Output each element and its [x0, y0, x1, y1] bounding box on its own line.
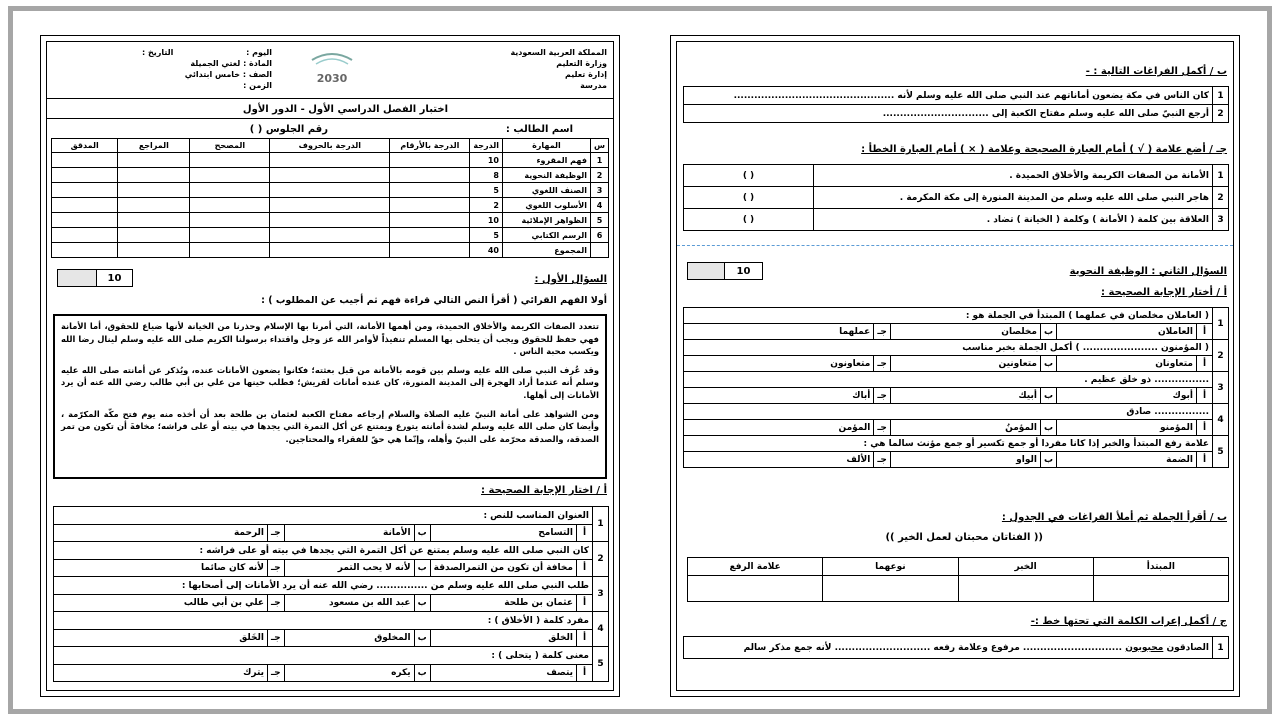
statement: الأمانة من الصفات الكريمة والأخلاق الحميدة .	[814, 165, 1213, 187]
col-header: المدقق	[52, 139, 118, 153]
empty-cell[interactable]	[52, 153, 118, 168]
empty-cell[interactable]	[190, 168, 270, 183]
empty-cell[interactable]	[118, 198, 190, 213]
empty-cell[interactable]	[390, 168, 470, 183]
question-number: 1	[1213, 87, 1229, 105]
option-letter: ب	[1040, 452, 1056, 468]
option-c[interactable]: الرحمة	[54, 525, 268, 542]
answer-mark[interactable]: ( )	[684, 165, 814, 187]
score-cell: 5	[470, 183, 503, 198]
empty-cell[interactable]	[390, 153, 470, 168]
option-a[interactable]: يتصف	[430, 665, 576, 682]
col-header: المصحح	[190, 139, 270, 153]
option-c[interactable]: عملهما	[684, 324, 874, 340]
score-blank[interactable]	[57, 269, 97, 287]
score-cell: 10	[470, 153, 503, 168]
option-letter: ب	[1040, 420, 1056, 436]
answer-cell[interactable]	[688, 576, 823, 602]
option-b[interactable]: الواو	[890, 452, 1040, 468]
question-number: 5	[593, 647, 609, 682]
empty-cell[interactable]	[190, 153, 270, 168]
col-header: نوعهما	[823, 558, 958, 576]
date-label: التاريخ :	[142, 48, 174, 57]
question-number: 2	[593, 542, 609, 577]
fill-question[interactable]: كان الناس في مكة يضعون أماناتهم عند النبي صلى الله عليه وسلم لأنه ...............................................	[684, 87, 1213, 105]
score-cell: 10	[470, 213, 503, 228]
question-number: 1	[1213, 637, 1229, 659]
empty-cell[interactable]	[118, 213, 190, 228]
option-b[interactable]: المخلوق	[284, 630, 414, 647]
score-cell: 8	[470, 168, 503, 183]
exam-info	[142, 47, 272, 91]
kingdom-label: المملكة العربية السعودية	[510, 48, 607, 57]
question-text: معنى كلمة ( يتحلى ) :	[54, 647, 593, 665]
empty-cell[interactable]	[52, 183, 118, 198]
statement: العلاقة بين كلمة ( الأمانة ) وكلمة ( الخيانة ) تضاد .	[814, 209, 1213, 231]
q1-instruction: أولا الفهم القرائي ( أقرأ النص التالي قراءة فهم ثم أجيب عن المطلوب ) :	[261, 295, 607, 306]
page-border	[676, 41, 1234, 691]
option-c[interactable]: المؤمن	[684, 420, 874, 436]
answer-mark[interactable]: ( )	[684, 187, 814, 209]
option-c[interactable]: الخَلق	[54, 630, 268, 647]
option-b[interactable]: الأمانة	[284, 525, 414, 542]
question-number: 4	[593, 612, 609, 647]
question-text: ................ ذو خلق عظيم .	[684, 372, 1213, 388]
option-c[interactable]: أباك	[684, 388, 874, 404]
table-row	[52, 213, 609, 228]
col-header: علامة الرفع	[688, 558, 823, 576]
option-b[interactable]: عبد الله بن مسعود	[284, 595, 414, 612]
option-c[interactable]: لأنه كان صائما	[54, 560, 268, 577]
question-number: 5	[1213, 436, 1229, 468]
option-letter: جـ	[874, 452, 891, 468]
table-row	[52, 183, 609, 198]
option-a[interactable]: الخلق	[430, 630, 576, 647]
option-letter: أ	[1197, 420, 1213, 436]
ministry-label: وزارة التعليم	[556, 59, 607, 68]
irab-underlined-word: محبوبون	[1125, 642, 1164, 653]
option-letter: جـ	[268, 525, 285, 542]
option-b[interactable]: مخلصان	[890, 324, 1040, 340]
empty-cell[interactable]	[118, 243, 190, 258]
option-letter: ب	[1040, 388, 1056, 404]
section-divider	[677, 245, 1233, 246]
skill-cell: الرسم الكتابي	[502, 228, 590, 243]
page-border	[46, 41, 614, 691]
skill-cell: فهم المقروء	[502, 153, 590, 168]
option-letter: أ	[1197, 324, 1213, 340]
question-number: 1	[1213, 308, 1229, 340]
col-header: الدرجة بالحروف	[270, 139, 390, 153]
q2-title: السؤال الثاني : الوظيفة النحوية	[1069, 266, 1227, 277]
empty-cell[interactable]	[390, 198, 470, 213]
option-letter: أ	[577, 665, 593, 682]
analysis-sentence: (( الفتاتان محبتان لعمل الخير ))	[885, 532, 1043, 543]
question-number: 2	[1213, 105, 1229, 123]
option-c[interactable]: متعاونون	[684, 356, 874, 372]
option-a[interactable]: المؤمنو	[1057, 420, 1197, 436]
question-number: 2	[1213, 340, 1229, 372]
empty-cell[interactable]	[190, 243, 270, 258]
empty-cell[interactable]	[52, 243, 118, 258]
irab-word: الصادقون	[1166, 642, 1209, 653]
question-text: ................ صادق	[684, 404, 1213, 420]
option-a[interactable]: أبوك	[1057, 388, 1197, 404]
option-a[interactable]: عثمان بن طلحة	[430, 595, 576, 612]
true-false-title: جـ / أضع علامة ( √ ) أمام العبارة الصحيحة وعلامة ( × ) أمام العبارة الخطأ :	[861, 144, 1227, 155]
option-letter: جـ	[874, 324, 891, 340]
vision-logo	[302, 48, 362, 91]
option-letter: جـ	[874, 388, 891, 404]
skill-cell: الأسلوب اللغوي	[502, 198, 590, 213]
q2-choose-title: أ / أختار الإجابة الصحيحة :	[1101, 287, 1227, 298]
option-a[interactable]: متعاونان	[1057, 356, 1197, 372]
empty-cell[interactable]	[118, 153, 190, 168]
choose-title: أ / اختار الإجابة الصحيحة :	[481, 485, 607, 496]
question-number: 1	[593, 507, 609, 542]
col-header: الخبر	[958, 558, 1093, 576]
option-letter: أ	[577, 630, 593, 647]
score-cell: 5	[470, 228, 503, 243]
question-text: طلب النبي صلى الله عليه وسلم من ............... رضي الله عنه أن يرد الأمانات إلى أصحابها :	[54, 577, 593, 595]
col-header: المراجع	[118, 139, 190, 153]
option-letter: ب	[1040, 324, 1056, 340]
empty-cell[interactable]	[190, 198, 270, 213]
mcq-table-right	[683, 307, 1229, 468]
row-number: 2	[590, 168, 608, 183]
fill-table	[683, 86, 1229, 123]
question-number: 3	[1213, 372, 1229, 404]
table-row	[52, 243, 609, 258]
grade-table	[51, 138, 609, 258]
option-letter: جـ	[268, 665, 285, 682]
option-a[interactable]: الضمة	[1057, 452, 1197, 468]
option-letter: ب	[1040, 356, 1056, 372]
grade-label: الصف : خامس ابتدائي	[184, 70, 272, 79]
time-label: الزمن :	[243, 81, 272, 90]
skill-cell: الوظيفة النحوية	[502, 168, 590, 183]
question-number: 2	[1213, 187, 1229, 209]
empty-cell[interactable]	[118, 228, 190, 243]
option-a[interactable]: العاملان	[1057, 324, 1197, 340]
student-name-label: اسم الطالب :	[505, 124, 573, 135]
row-number: 1	[590, 153, 608, 168]
true-false-table	[683, 164, 1229, 231]
question-text: مفرد كلمة ( الأخلاق ) :	[54, 612, 593, 630]
irab-title: ج / أكمل إعراب الكلمة التي تحتها خط :-	[1030, 616, 1227, 627]
option-letter: أ	[1197, 388, 1213, 404]
option-letter: ب	[414, 560, 430, 577]
subject-label: المادة : لغتي الجميلة	[190, 59, 272, 68]
score-cell: 2	[470, 198, 503, 213]
col-header: الدرجة بالأرقام	[390, 139, 470, 153]
q1-title: السؤال الأول :	[534, 274, 607, 285]
option-letter: ب	[414, 525, 430, 542]
empty-cell[interactable]	[190, 183, 270, 198]
skill-cell: الظواهر الإملائية	[502, 213, 590, 228]
question-number: 1	[1213, 165, 1229, 187]
analysis-title: ب / أقرأ الجملة ثم أملأ الفراغات في الجدول :	[1001, 512, 1227, 523]
option-letter: جـ	[268, 630, 285, 647]
admin-label: إدارة تعليم	[564, 70, 607, 79]
statement: هاجر النبي صلى الله عليه وسلم من المدينة المنورة إلى مكة المكرمة .	[814, 187, 1213, 209]
school-label: مدرسة	[580, 81, 607, 90]
table-row	[52, 228, 609, 243]
skill-cell: المجموع	[502, 243, 590, 258]
table-row	[52, 198, 609, 213]
vision-text: 2030	[316, 72, 348, 85]
table-row	[52, 168, 609, 183]
question-text: ( العاملان مخلصان في عملهما ) المبتدأ في الجملة هو :	[684, 308, 1213, 324]
option-letter: أ	[1197, 452, 1213, 468]
empty-cell[interactable]	[118, 183, 190, 198]
answer-cell[interactable]	[1093, 576, 1228, 602]
empty-cell[interactable]	[390, 228, 470, 243]
empty-cell[interactable]	[270, 153, 390, 168]
empty-cell[interactable]	[270, 198, 390, 213]
empty-cell[interactable]	[190, 213, 270, 228]
empty-cell[interactable]	[270, 168, 390, 183]
empty-cell[interactable]	[270, 243, 390, 258]
option-b[interactable]: أبيك	[890, 388, 1040, 404]
option-letter: جـ	[874, 420, 891, 436]
seat-number-label: رقم الجلوس ( )	[249, 124, 328, 135]
empty-cell[interactable]	[270, 183, 390, 198]
question-number: 3	[593, 577, 609, 612]
option-letter: جـ	[268, 560, 285, 577]
passage-paragraph: تتعدد الصفات الكريمة والأخلاق الحميدة، ومن أهمها الأمانة، التي أمرنا بها الإسلام وحذرنا من الخيانة لأنها ضياع للحقوق، أما الأمانة فهي حفظ للحقوق ويجب أن يتحلى بها المسلم تنفيذاً لأوامر الله عز وجل واقتداء برسولنا الكريم صلى الله عليه وسلم لينال رضا الله ويكسب محبة الناس .	[61, 321, 599, 357]
question-text: العنوان المناسب للنص :	[54, 507, 593, 525]
exam-page-left	[40, 35, 620, 697]
option-letter: جـ	[268, 595, 285, 612]
empty-cell[interactable]	[52, 213, 118, 228]
empty-cell[interactable]	[390, 243, 470, 258]
option-b[interactable]: متعاونين	[890, 356, 1040, 372]
option-letter: جـ	[874, 356, 891, 372]
option-letter: أ	[577, 560, 593, 577]
exam-page-right	[670, 35, 1240, 697]
row-number: 3	[590, 183, 608, 198]
option-letter: ب	[414, 630, 430, 647]
row-number: 6	[590, 228, 608, 243]
question-text: علامة رفع المبتدأ والخبر إذا كانا مفردا أو جمع تكسير أو جمع مؤنث سالما هي :	[684, 436, 1213, 452]
question-number: 4	[1213, 404, 1229, 436]
empty-cell[interactable]	[52, 228, 118, 243]
row-number	[590, 243, 608, 258]
empty-cell[interactable]	[270, 213, 390, 228]
option-letter: أ	[577, 525, 593, 542]
answer-cell[interactable]	[823, 576, 958, 602]
col-header: س	[590, 139, 608, 153]
fill-title: ب / أكمل الفراغات التالية : -	[1085, 66, 1227, 77]
document-frame	[8, 6, 1272, 714]
option-letter: ب	[414, 595, 430, 612]
option-a[interactable]: مخافة أن تكون من التمرالصدقة	[430, 560, 576, 577]
skill-cell: الصنف اللغوي	[502, 183, 590, 198]
passage-paragraph: وقد عُرف النبي صلى الله عليه وسلم بين قومه بالأمانة من قبل بعثته؛ فكانوا يضعون الأمانات عنده، ويُذكر عن أمانته صلى الله عليه وسلم أنه عندما أراد الهجرة إلى المدينة المنورة، كان عنده أمانات لقريش؛ فطلب حينها من علي بن أبي طالب رضي الله عنه أن يرد الأمانات إلى أهلها.	[61, 364, 599, 400]
irab-question[interactable]	[684, 637, 1213, 659]
option-c[interactable]: علي بن أبي طالب	[54, 595, 268, 612]
irab-table	[683, 636, 1229, 659]
col-header: الدرجة	[470, 139, 503, 153]
q2-score: 10	[725, 262, 763, 280]
option-b[interactable]: المؤمنُ	[890, 420, 1040, 436]
option-letter: أ	[1197, 356, 1213, 372]
row-number: 4	[590, 198, 608, 213]
fill-question[interactable]: أرجع النبيّ صلى الله عليه وسلم مفتاح الكعبة إلى ...............................	[684, 105, 1213, 123]
empty-cell[interactable]	[52, 198, 118, 213]
exam-title: اختبار الفصل الدراسي الأول - الدور الأول	[242, 104, 448, 115]
option-b[interactable]: يكره	[284, 665, 414, 682]
passage-paragraph: ومن الشواهد على أمانة النبيّ عليه الصلاة والسلام إرجاعه مفتاح الكعبة لعثمان بن طلحة بعد أن أخذه منه يوم فتح مكّة المكرّمة ، وأيضا كان صلى الله عليه وسلم لشدة أمانته يتورع ويمتنع عن أكل التمرة التي يجدها في بيته أو على فراشه؛ مخافةَ أن تكون من تمر الصدقة، والصدقة محرّمة على النبيّ وأهله، وإنّما هي حقّ للفقراء والمحتاجين.	[61, 408, 599, 444]
empty-cell[interactable]	[270, 228, 390, 243]
option-letter: أ	[577, 595, 593, 612]
answer-cell[interactable]	[958, 576, 1093, 602]
col-header: المهارة	[502, 139, 590, 153]
empty-cell[interactable]	[390, 213, 470, 228]
school-info	[510, 47, 607, 91]
analysis-table	[687, 557, 1229, 602]
score-cell: 40	[470, 243, 503, 258]
day-label: اليوم :	[246, 48, 272, 57]
col-header: المبتدأ	[1093, 558, 1228, 576]
option-c[interactable]: الألف	[684, 452, 874, 468]
empty-cell[interactable]	[118, 168, 190, 183]
empty-cell[interactable]	[190, 228, 270, 243]
table-row	[52, 153, 609, 168]
question-text: ( المؤمنون ...................... ) أكمل الجملة بخبر مناسب	[684, 340, 1213, 356]
score-blank[interactable]	[687, 262, 725, 280]
option-c[interactable]: يترك	[54, 665, 268, 682]
empty-cell[interactable]	[390, 183, 470, 198]
option-letter: ب	[414, 665, 430, 682]
q1-score-box	[57, 269, 133, 287]
empty-cell[interactable]	[52, 168, 118, 183]
row-number: 5	[590, 213, 608, 228]
q2-score-box	[687, 262, 763, 280]
question-number: 3	[1213, 209, 1229, 231]
irab-blank: ............................. مرفوع وعلامة رفعه ............................ لأنه جمع مذكر سالم	[743, 642, 1123, 653]
mcq-table-left	[53, 506, 609, 682]
answer-mark[interactable]: ( )	[684, 209, 814, 231]
option-b[interactable]: لأنه لا يحب التمر	[284, 560, 414, 577]
option-a[interactable]: التسامح	[430, 525, 576, 542]
question-text: كان النبي صلى الله عليه وسلم يمتنع عن أكل التمرة التي يجدها في بيته أو على فراشه :	[54, 542, 593, 560]
q1-score: 10	[97, 269, 133, 287]
reading-passage	[53, 314, 607, 479]
